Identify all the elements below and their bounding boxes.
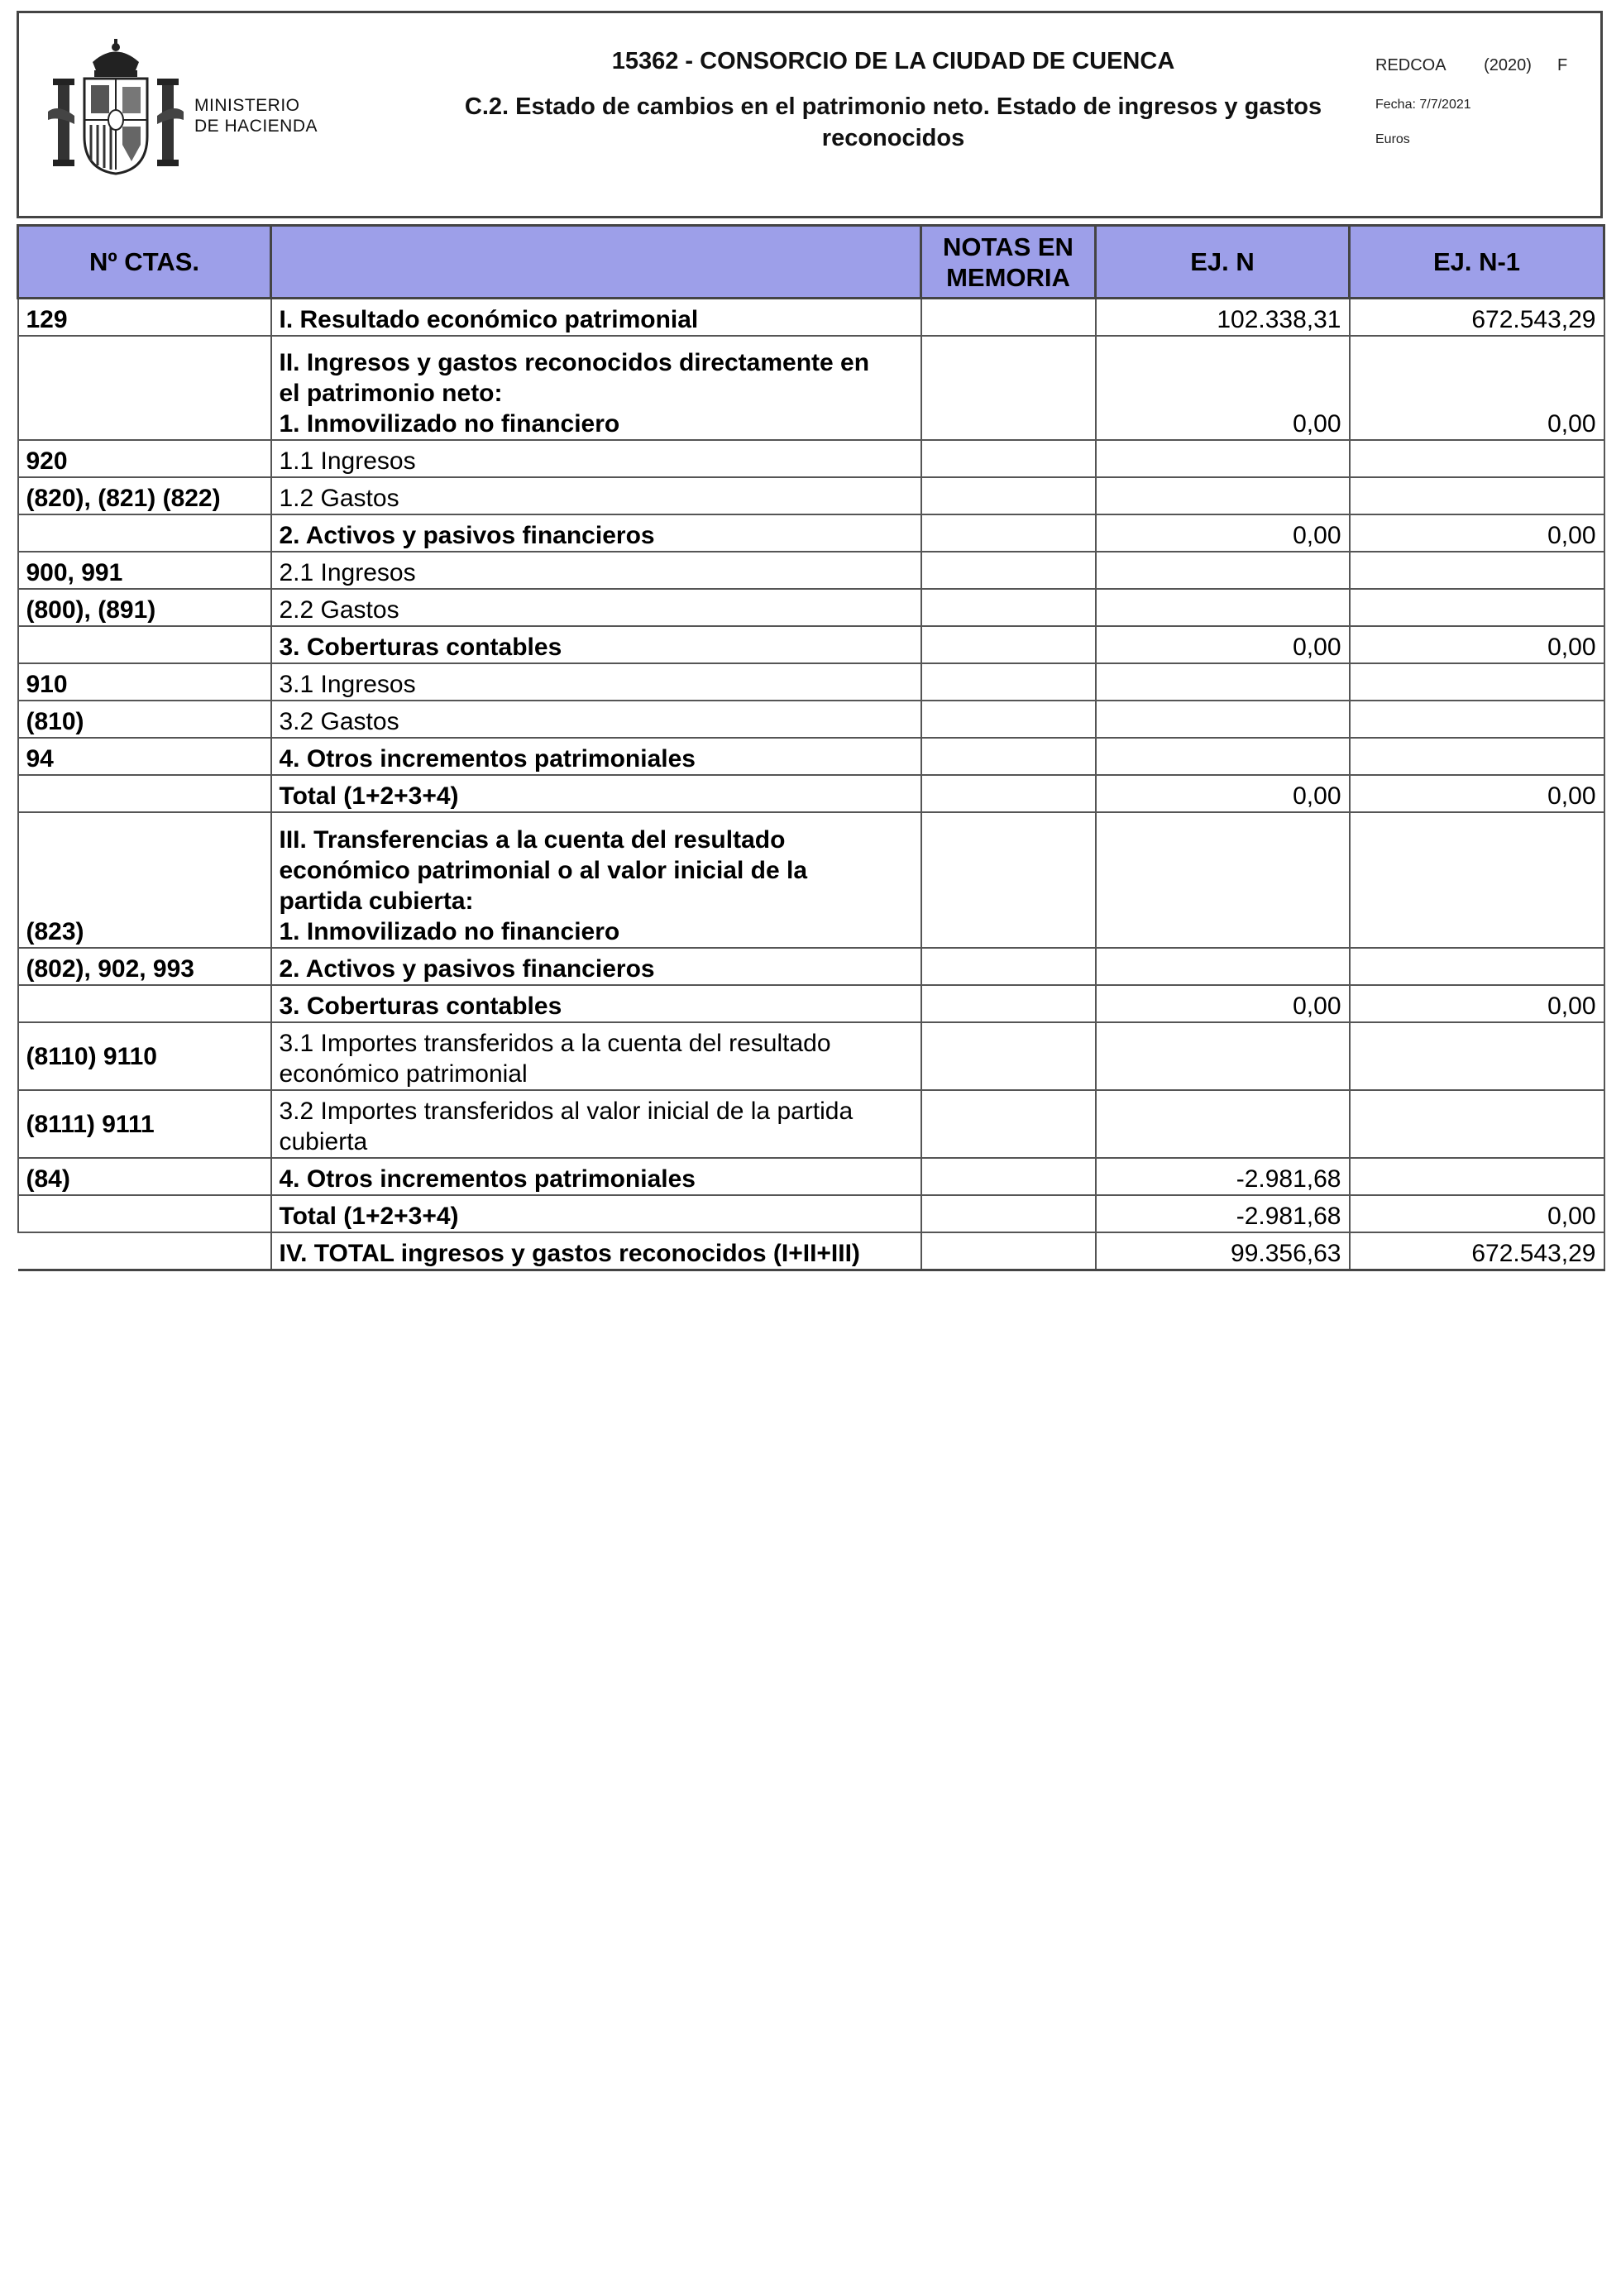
report-date: Fecha: 7/7/2021 bbox=[1375, 98, 1471, 112]
report-currency: Euros bbox=[1375, 132, 1410, 146]
concept-cell: 2.1 Ingresos bbox=[271, 552, 921, 589]
logo-text-line1: MINISTERIO bbox=[194, 96, 300, 115]
value-n1-cell: 672.543,29 bbox=[1350, 299, 1604, 337]
value-n1-cell bbox=[1350, 477, 1604, 514]
table-row bbox=[18, 985, 1604, 1022]
notes-cell bbox=[921, 738, 1096, 775]
concept-cell: 3. Coberturas contables bbox=[271, 985, 921, 1022]
document-subtitle bbox=[397, 91, 1389, 154]
account-cell: 900, 991 bbox=[18, 552, 271, 589]
account-cell: 910 bbox=[18, 663, 271, 701]
value-n-cell bbox=[1096, 738, 1350, 775]
value-n1-cell: 0,00 bbox=[1350, 626, 1604, 663]
value-n-cell bbox=[1096, 948, 1350, 985]
logo-text-line2: DE HACIENDA bbox=[194, 117, 318, 136]
value-n1-cell bbox=[1350, 663, 1604, 701]
concept-cell: I. Resultado económico patrimonial bbox=[271, 299, 921, 337]
coat-of-arms-icon bbox=[41, 37, 190, 178]
concept-line: económico patrimonial o al valor inicial de la bbox=[279, 857, 808, 884]
column-header-notes bbox=[921, 226, 1096, 299]
table-row bbox=[18, 1195, 1604, 1232]
value-n-cell: 0,00 bbox=[1096, 626, 1350, 663]
value-n-cell bbox=[1096, 663, 1350, 701]
value-n-cell bbox=[1096, 701, 1350, 738]
account-cell: (800), (891) bbox=[18, 589, 271, 626]
table-header-row bbox=[18, 226, 1604, 299]
table-row bbox=[18, 514, 1604, 552]
concept-line: III. Transferencias a la cuenta del resultado bbox=[279, 826, 786, 854]
concept-line: II. Ingresos y gastos reconocidos directamente en bbox=[279, 349, 870, 376]
value-n-cell: 99.356,63 bbox=[1096, 1232, 1350, 1270]
document-title: 15362 - CONSORCIO DE LA CIUDAD DE CUENCA bbox=[611, 48, 1175, 74]
account-cell: 94 bbox=[18, 738, 271, 775]
account-cell bbox=[18, 1195, 271, 1232]
table-row bbox=[18, 440, 1604, 477]
account-cell: (823) bbox=[18, 812, 271, 948]
table-row bbox=[18, 948, 1604, 985]
value-n-cell: 0,00 bbox=[1096, 514, 1350, 552]
concept-cell: IV. TOTAL ingresos y gastos reconocidos (I+II+III) bbox=[271, 1232, 921, 1270]
concept-cell: 2. Activos y pasivos financieros bbox=[271, 948, 921, 985]
value-n1-cell bbox=[1350, 440, 1604, 477]
value-n1-cell bbox=[1350, 738, 1604, 775]
notes-cell bbox=[921, 1158, 1096, 1195]
concept-cell: 3.1 Ingresos bbox=[271, 663, 921, 701]
value-n-cell bbox=[1096, 477, 1350, 514]
account-cell bbox=[18, 514, 271, 552]
concept-cell: 3. Coberturas contables bbox=[271, 626, 921, 663]
value-n-cell: 102.338,31 bbox=[1096, 299, 1350, 337]
value-n1-cell bbox=[1350, 1090, 1604, 1158]
value-n1-cell: 0,00 bbox=[1350, 775, 1604, 812]
notes-cell bbox=[921, 1090, 1096, 1158]
value-n1-cell bbox=[1350, 701, 1604, 738]
notes-cell bbox=[921, 440, 1096, 477]
notes-cell bbox=[921, 552, 1096, 589]
concept-line: el patrimonio neto: bbox=[279, 380, 503, 407]
notes-cell bbox=[921, 1022, 1096, 1090]
value-n-cell: -2.981,68 bbox=[1096, 1195, 1350, 1232]
concept-cell: 4. Otros incrementos patrimoniales bbox=[271, 738, 921, 775]
notes-cell bbox=[921, 812, 1096, 948]
concept-line: 3.2 Importes transferidos al valor inicial de la partida bbox=[279, 1098, 854, 1125]
value-n-cell bbox=[1096, 1090, 1350, 1158]
table-row bbox=[18, 552, 1604, 589]
value-n1-cell: 0,00 bbox=[1350, 336, 1604, 440]
notes-cell bbox=[921, 948, 1096, 985]
table-row bbox=[18, 589, 1604, 626]
concept-line: 1. Inmovilizado no financiero bbox=[279, 410, 620, 438]
table-row bbox=[18, 626, 1604, 663]
value-n1-cell bbox=[1350, 589, 1604, 626]
income-expense-table bbox=[17, 224, 1605, 1271]
notes-cell bbox=[921, 1232, 1096, 1270]
value-n1-cell bbox=[1350, 1158, 1604, 1195]
value-n1-cell bbox=[1350, 948, 1604, 985]
concept-line: económico patrimonial bbox=[279, 1060, 528, 1088]
subtitle-line1: C.2. Estado de cambios en el patrimonio neto. Estado de ingresos y gastos bbox=[464, 93, 1322, 120]
table-row bbox=[18, 477, 1604, 514]
concept-line: partida cubierta: bbox=[279, 887, 474, 915]
account-cell bbox=[18, 775, 271, 812]
concept-cell bbox=[271, 1090, 921, 1158]
concept-cell: Total (1+2+3+4) bbox=[271, 775, 921, 812]
account-cell: 129 bbox=[18, 299, 271, 337]
value-n1-cell: 0,00 bbox=[1350, 1195, 1604, 1232]
notes-cell bbox=[921, 775, 1096, 812]
notes-cell bbox=[921, 985, 1096, 1022]
table-row bbox=[18, 738, 1604, 775]
notes-cell bbox=[921, 299, 1096, 337]
concept-line: cubierta bbox=[279, 1128, 368, 1155]
subtitle-line2: reconocidos bbox=[821, 125, 965, 151]
value-n-cell bbox=[1096, 552, 1350, 589]
value-n-cell bbox=[1096, 1022, 1350, 1090]
value-n1-cell bbox=[1350, 1022, 1604, 1090]
value-n-cell bbox=[1096, 589, 1350, 626]
report-code: REDCOA (2020) F bbox=[1375, 56, 1568, 74]
account-cell: (810) bbox=[18, 701, 271, 738]
ministry-logo-text bbox=[194, 95, 318, 136]
table-row bbox=[18, 336, 1604, 440]
account-cell bbox=[18, 985, 271, 1022]
value-n-cell: 0,00 bbox=[1096, 336, 1350, 440]
concept-cell bbox=[271, 1022, 921, 1090]
notes-header-line1: NOTAS EN bbox=[943, 232, 1073, 261]
concept-cell bbox=[271, 812, 921, 948]
account-cell: (8111) 9111 bbox=[18, 1090, 271, 1158]
column-header-accounts: Nº CTAS. bbox=[18, 226, 271, 299]
column-header-concept bbox=[271, 226, 921, 299]
concept-line: 3.1 Importes transferidos a la cuenta del resultado bbox=[279, 1030, 831, 1057]
value-n1-cell: 0,00 bbox=[1350, 985, 1604, 1022]
concept-cell: 1.1 Ingresos bbox=[271, 440, 921, 477]
value-n-cell: 0,00 bbox=[1096, 985, 1350, 1022]
account-cell: (84) bbox=[18, 1158, 271, 1195]
notes-cell bbox=[921, 477, 1096, 514]
notes-cell bbox=[921, 701, 1096, 738]
concept-cell: Total (1+2+3+4) bbox=[271, 1195, 921, 1232]
notes-cell bbox=[921, 1195, 1096, 1232]
concept-cell: 1.2 Gastos bbox=[271, 477, 921, 514]
account-cell: (8110) 9110 bbox=[18, 1022, 271, 1090]
concept-cell: 2.2 Gastos bbox=[271, 589, 921, 626]
notes-cell bbox=[921, 589, 1096, 626]
value-n1-cell: 672.543,29 bbox=[1350, 1232, 1604, 1270]
table-row bbox=[18, 1158, 1604, 1195]
notes-cell bbox=[921, 514, 1096, 552]
value-n1-cell bbox=[1350, 812, 1604, 948]
table-row bbox=[18, 812, 1604, 948]
table-row bbox=[18, 701, 1604, 738]
account-cell bbox=[18, 626, 271, 663]
value-n-cell bbox=[1096, 440, 1350, 477]
column-header-year-n1: EJ. N-1 bbox=[1350, 226, 1604, 299]
value-n-cell: -2.981,68 bbox=[1096, 1158, 1350, 1195]
value-n1-cell: 0,00 bbox=[1350, 514, 1604, 552]
table-row bbox=[18, 1022, 1604, 1090]
account-cell: (820), (821) (822) bbox=[18, 477, 271, 514]
notes-cell bbox=[921, 663, 1096, 701]
table-row bbox=[18, 1090, 1604, 1158]
table-row-total bbox=[18, 1232, 1604, 1270]
concept-cell: 3.2 Gastos bbox=[271, 701, 921, 738]
table-row bbox=[18, 299, 1604, 337]
value-n-cell: 0,00 bbox=[1096, 775, 1350, 812]
concept-line: 1. Inmovilizado no financiero bbox=[279, 918, 620, 945]
notes-cell bbox=[921, 336, 1096, 440]
value-n-cell bbox=[1096, 812, 1350, 948]
table-row bbox=[18, 663, 1604, 701]
concept-cell: 2. Activos y pasivos financieros bbox=[271, 514, 921, 552]
account-cell bbox=[18, 336, 271, 440]
notes-header-line2: MEMORIA bbox=[946, 262, 1070, 292]
column-header-year-n: EJ. N bbox=[1096, 226, 1350, 299]
account-cell bbox=[18, 1232, 271, 1270]
table-row bbox=[18, 775, 1604, 812]
account-cell: (802), 902, 993 bbox=[18, 948, 271, 985]
notes-cell bbox=[921, 626, 1096, 663]
value-n1-cell bbox=[1350, 552, 1604, 589]
concept-cell: 4. Otros incrementos patrimoniales bbox=[271, 1158, 921, 1195]
concept-cell bbox=[271, 336, 921, 440]
account-cell: 920 bbox=[18, 440, 271, 477]
